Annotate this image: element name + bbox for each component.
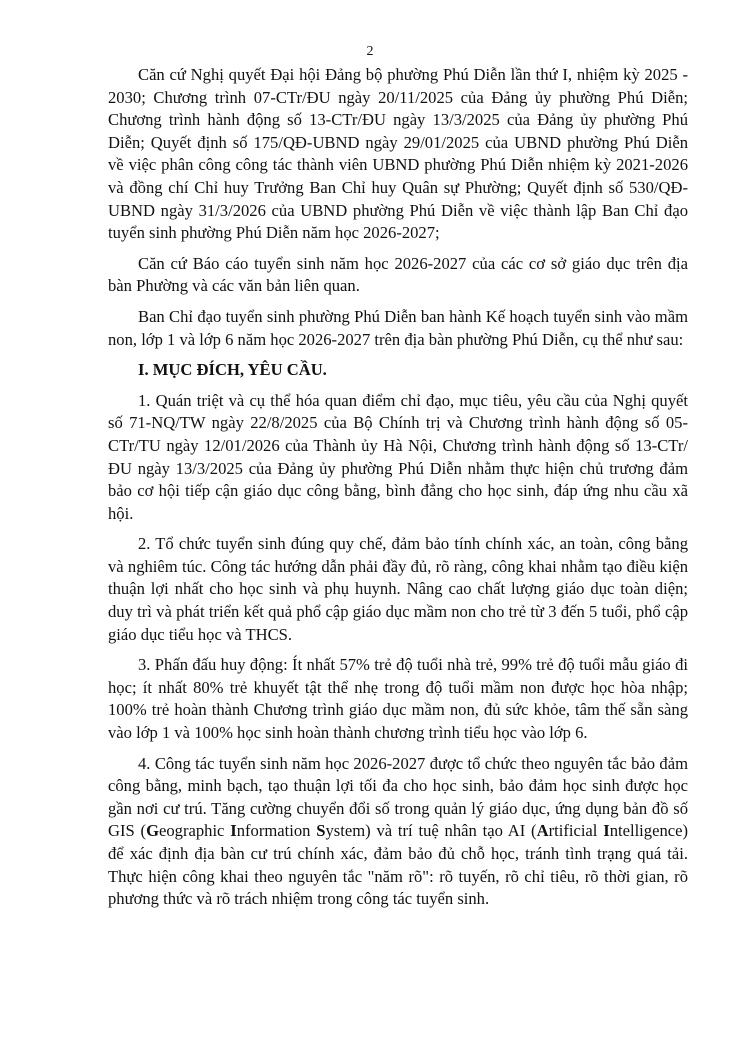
paragraph-plan-intro: Ban Chỉ đạo tuyển sinh phường Phú Diễn ban hành Kế hoạch tuyển sinh vào mầm non, lớp 1 và lớp 6 năm học 2026-2027 trên địa bàn phường Phú Diễn, cụ thể như sau: — [108, 306, 688, 349]
page-number: 2 — [366, 44, 374, 59]
text-run: eographic — [159, 821, 231, 841]
list-item-3: 3. Phấn đấu huy động: Ít nhất 57% trẻ độ tuổi nhà trẻ, 99% trẻ độ tuổi mẫu giáo đi học; ít nhất 80% trẻ khuyết tật thể nhẹ trong độ tuổi mầm non được học hòa nhập; 100% trẻ hoàn thành Chương trình giáo dục mầm non, đủ sức khỏe, tâm thế sẵn sàng vào lớp 1 và 100% học sinh hoàn thành chương trình tiểu học vào lớp 6. — [108, 655, 688, 743]
bold-letter: S — [316, 821, 326, 841]
text-run: ntelligence) để xác định địa bàn cư trú chính xác, đảm bảo đủ chỗ học, tránh tình trạng quá tải. Thực hiện công khai theo nguyên tắc "năm rõ": rõ tuyến, rõ chỉ tiêu, rõ thời gian, rõ phương thức và rõ trách nhiệm trong công tác tuyển sinh. — [108, 821, 689, 909]
section-heading: I. MỤC ĐÍCH, YÊU CẦU. — [138, 360, 327, 380]
paragraph-report-basis: Căn cứ Báo cáo tuyển sinh năm học 2026-2027 của các cơ sở giáo dục trên địa bàn Phường và các văn bản liên quan. — [108, 253, 688, 296]
document-body — [108, 64, 688, 919]
text-run: 4. Công tác tuyển sinh năm học 2026-2027 được tổ chức theo nguyên tắc bảo đảm công bằng, minh bạch, tạo thuận lợi tối đa cho học sinh, bảo đảm học sinh được học gần nơi cư trú. Tăng cường chuyển đổi số trong quản lý giáo dục, ứng dụng bản đồ số GIS ( — [108, 753, 688, 841]
text-run: rtificial — [548, 821, 604, 841]
text-run: nformation — [236, 821, 317, 841]
bold-letter: G — [146, 821, 159, 841]
bold-letter: I — [603, 821, 610, 841]
list-item-1: 1. Quán triệt và cụ thể hóa quan điểm chỉ đạo, mục tiêu, yêu cầu của Nghị quyết số 71-NQ/TW ngày 22/8/2025 của Bộ Chính trị và Chương trình hành động số 05-CTr/TU ngày 12/01/2026 của Thành ủy Hà Nội, Chương trình hành động số 13-CTr/ĐU ngày 13/3/2025 của Đảng ủy phường Phú Diễn nhằm thực hiện chủ trương đảm bảo cơ hội tiếp cận giáo dục công bằng, bình đẳng cho học sinh, đáp ứng nhu cầu xã hội. — [108, 390, 688, 523]
bold-letter: A — [536, 821, 549, 841]
bold-letter: I — [230, 821, 237, 841]
list-item-4 — [108, 753, 688, 911]
text-run: ystem) và trí tuệ nhân tạo AI ( — [325, 821, 537, 841]
paragraph-legal-basis: Căn cứ Nghị quyết Đại hội Đảng bộ phường Phú Diễn lần thứ I, nhiệm kỳ 2025 - 2030; Chương trình 07-CTr/ĐU ngày 20/11/2025 của Đảng ủy phường Phú Diễn; Chương trình hành động số 13-CTr/ĐU ngày 13/3/2025 của Đảng ủy phường Phú Diễn; Quyết định số 175/QĐ-UBND ngày 29/01/2025 của UBND phường Phú Diễn về việc phân công công tác thành viên UBND phường Phú Diễn nhiệm kỳ 2021-2026 và đồng chí Chỉ huy Trưởng Ban Chỉ huy Quân sự Phường; Quyết định số 530/QĐ-UBND ngày 31/3/2026 của UBND phường Phú Diễn về việc thành lập Ban Chỉ đạo tuyển sinh phường Phú Diễn năm học 2026-2027; — [108, 65, 688, 243]
list-item-2: 2. Tổ chức tuyển sinh đúng quy chế, đảm bảo tính chính xác, an toàn, công bằng và nghiêm túc. Công tác hướng dẫn phải đầy đủ, rõ ràng, công khai nhằm tạo điều kiện thuận lợi nhất cho học sinh và phụ huynh. Nâng cao chất lượng giáo dục toàn diện; duy trì và phát triển kết quả phổ cập giáo dục mầm non cho trẻ từ 3 đến 5 tuổi, phổ cập giáo dục tiểu học và THCS. — [108, 534, 688, 644]
